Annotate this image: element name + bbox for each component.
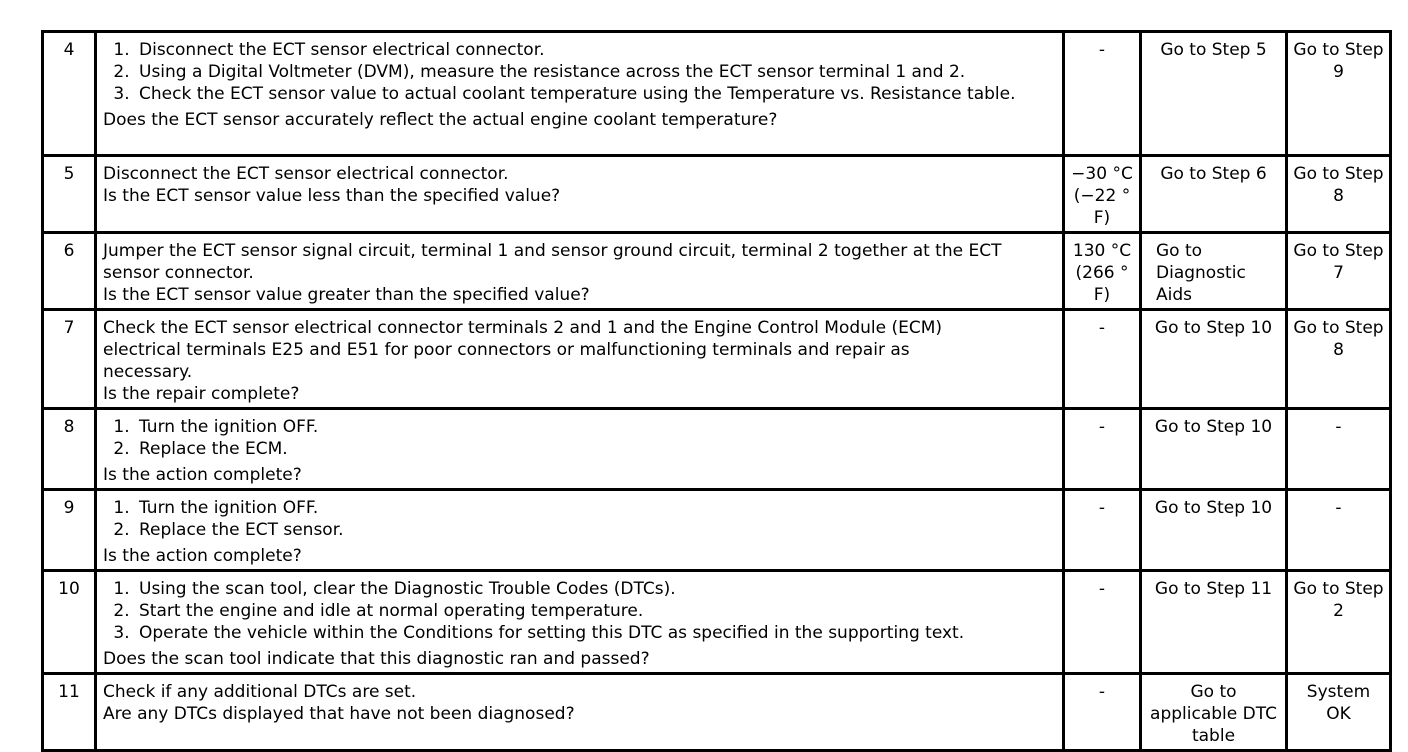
yes-cell: Go to Step 10 <box>1141 490 1287 571</box>
no-cell: Go to Step 8 <box>1287 156 1391 233</box>
action-cell <box>96 409 1064 490</box>
action-cell <box>96 674 1064 751</box>
action-step: 3. Check the ECT sensor value to actual coolant temperature using the Temperature vs. Resistance table. <box>135 83 1056 105</box>
question-text: Is the action complete? <box>103 465 302 485</box>
action-step: 1. Disconnect the ECT sensor electrical connector. <box>135 39 1056 61</box>
question-text: Is the repair complete? <box>103 384 300 404</box>
value-cell: - <box>1064 571 1141 674</box>
table-row <box>43 674 1391 751</box>
step-number: 8 <box>43 409 96 490</box>
step-number: 9 <box>43 490 96 571</box>
no-cell: Go to Step 7 <box>1287 233 1391 310</box>
no-cell: - <box>1287 490 1391 571</box>
action-step: 2. Replace the ECM. <box>135 438 1056 460</box>
question-text: Is the ECT sensor value less than the specified value? <box>103 186 561 206</box>
value-cell: - <box>1064 409 1141 490</box>
question-text: Is the ECT sensor value greater than the specified value? <box>103 285 590 305</box>
action-step: 2. Using a Digital Voltmeter (DVM), measure the resistance across the ECT sensor terminal 1 and 2. <box>135 61 1056 83</box>
value-cell: - <box>1064 310 1141 409</box>
action-text: Disconnect the ECT sensor electrical connector. <box>103 164 509 184</box>
table-row <box>43 571 1391 674</box>
action-step: 2. Replace the ECT sensor. <box>135 519 1056 541</box>
action-step: 3. Operate the vehicle within the Conditions for setting this DTC as specified in the supporting text. <box>135 622 1056 644</box>
action-text: Check if any additional DTCs are set. <box>103 682 417 702</box>
table-row <box>43 310 1391 409</box>
no-cell: System OK <box>1287 674 1391 751</box>
no-cell: Go to Step 2 <box>1287 571 1391 674</box>
no-cell: Go to Step 8 <box>1287 310 1391 409</box>
action-text: Jumper the ECT sensor signal circuit, terminal 1 and sensor ground circuit, terminal 2 together at the ECT sensor connector. <box>103 241 1002 283</box>
action-text: Check the ECT sensor electrical connector terminals 2 and 1 and the Engine Control Module (ECM) electrical terminals E25 and E51 for poor connectors or malfunctioning terminals and repair as necessary. <box>103 318 943 382</box>
action-steps <box>103 39 1056 105</box>
action-step: 1. Using the scan tool, clear the Diagnostic Trouble Codes (DTCs). <box>135 578 1056 600</box>
action-step: 1. Turn the ignition OFF. <box>135 416 1056 438</box>
step-number: 6 <box>43 233 96 310</box>
action-cell <box>96 490 1064 571</box>
no-cell: Go to Step 9 <box>1287 32 1391 156</box>
yes-cell: Go to Step 10 <box>1141 409 1287 490</box>
value-cell: 130 °C (266 ° F) <box>1064 233 1141 310</box>
action-steps <box>103 578 1056 644</box>
action-cell <box>96 32 1064 156</box>
step-number: 5 <box>43 156 96 233</box>
action-step: 2. Start the engine and idle at normal operating temperature. <box>135 600 1056 622</box>
action-cell <box>96 571 1064 674</box>
table-row <box>43 233 1391 310</box>
action-steps <box>103 497 1056 541</box>
yes-cell: Go to applicable DTC table <box>1141 674 1287 751</box>
step-number: 4 <box>43 32 96 156</box>
value-cell: - <box>1064 490 1141 571</box>
yes-cell: Go to Step 11 <box>1141 571 1287 674</box>
yes-cell: Go to Step 5 <box>1141 32 1287 156</box>
action-steps <box>103 416 1056 460</box>
action-cell <box>96 310 1064 409</box>
action-cell <box>96 233 1064 310</box>
value-cell: −30 °C (−22 ° F) <box>1064 156 1141 233</box>
table-row <box>43 409 1391 490</box>
question-text: Are any DTCs displayed that have not been diagnosed? <box>103 704 575 724</box>
table-row <box>43 156 1391 233</box>
table-row <box>43 32 1391 156</box>
value-cell: - <box>1064 32 1141 156</box>
step-number: 7 <box>43 310 96 409</box>
value-cell: - <box>1064 674 1141 751</box>
action-step: 1. Turn the ignition OFF. <box>135 497 1056 519</box>
no-cell: - <box>1287 409 1391 490</box>
action-cell <box>96 156 1064 233</box>
yes-cell: Go to Diagnostic Aids <box>1141 233 1287 310</box>
diagnostic-table <box>41 30 1392 752</box>
question-text: Does the ECT sensor accurately reflect the actual engine coolant temperature? <box>103 110 778 130</box>
yes-cell: Go to Step 10 <box>1141 310 1287 409</box>
question-text: Does the scan tool indicate that this diagnostic ran and passed? <box>103 649 650 669</box>
yes-cell: Go to Step 6 <box>1141 156 1287 233</box>
table-row <box>43 490 1391 571</box>
step-number: 10 <box>43 571 96 674</box>
question-text: Is the action complete? <box>103 546 302 566</box>
step-number: 11 <box>43 674 96 751</box>
